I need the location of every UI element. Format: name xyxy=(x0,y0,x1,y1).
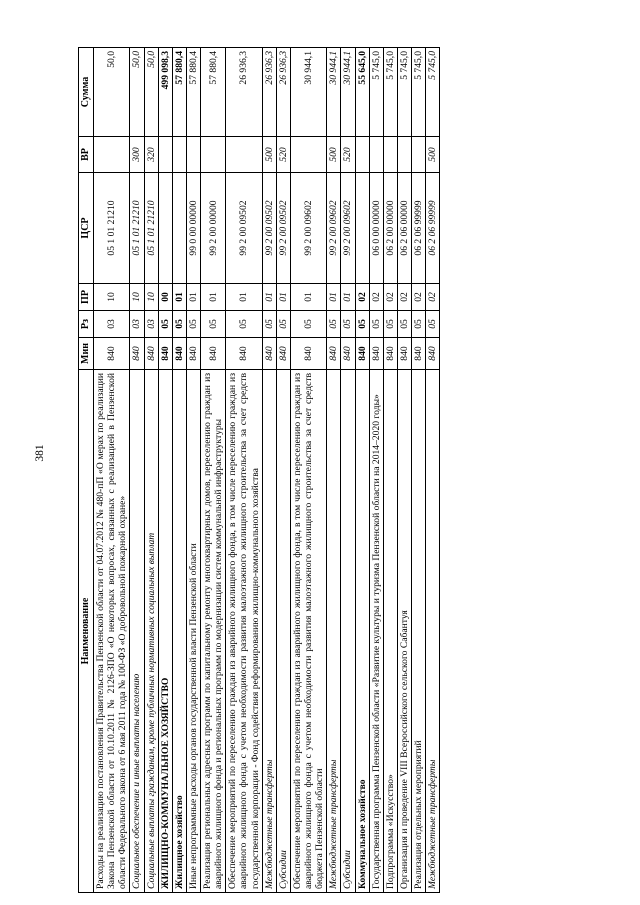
cell-pr: 02 xyxy=(369,284,383,311)
cell-min: 840 xyxy=(327,338,341,370)
cell-name: Социальные выплаты гражданам, кроме публичных нормативных социальных выплат xyxy=(144,370,158,893)
header-rz: Рз xyxy=(79,311,94,338)
cell-csr: 05 1 01 21210 xyxy=(130,173,144,284)
cell-rz: 05 xyxy=(290,311,326,338)
cell-name: Субсидии xyxy=(341,370,355,893)
cell-min: 840 xyxy=(130,338,144,370)
cell-pr: 10 xyxy=(94,284,130,311)
cell-name: ЖИЛИЩНО-КОММУНАЛЬНОЕ ХОЗЯЙСТВО xyxy=(158,370,172,893)
cell-name: Социальное обеспечение и иные выплаты населению xyxy=(130,370,144,893)
cell-name: Обеспечение мероприятий по переселению граждан из аварийного жилищного фонда, в том числе переселению граждан из аварийного жилищного фонда с учетом необходимости развития малоэтажного жилищного строительства за счет средств бюджета Пензенской области xyxy=(290,370,326,893)
cell-rz: 05 xyxy=(327,311,341,338)
cell-min: 840 xyxy=(369,338,383,370)
cell-min: 840 xyxy=(412,338,426,370)
cell-pr: 00 xyxy=(158,284,172,311)
cell-pr: 01 xyxy=(201,284,226,311)
cell-sum: 26 936,3 xyxy=(262,48,276,137)
table-row xyxy=(130,48,144,893)
cell-vr: 300 xyxy=(130,137,144,173)
cell-min: 840 xyxy=(158,338,172,370)
cell-sum: 30 944,1 xyxy=(341,48,355,137)
cell-name: Подпрограмма «Искусство» xyxy=(383,370,397,893)
cell-rz: 05 xyxy=(355,311,369,338)
cell-min: 840 xyxy=(94,338,130,370)
cell-min: 840 xyxy=(276,338,290,370)
cell-name: Реализация отдельных мероприятий xyxy=(412,370,426,893)
cell-vr: 500 xyxy=(262,137,276,173)
cell-csr: 06 2 06 00000 xyxy=(397,173,411,284)
table-row xyxy=(397,48,411,893)
cell-pr: 01 xyxy=(327,284,341,311)
cell-sum: 26 936,3 xyxy=(226,48,262,137)
cell-csr xyxy=(172,173,186,284)
cell-csr: 05 1 01 21210 xyxy=(144,173,158,284)
cell-name: Организация и проведение VIII Всероссийского сельского Сабантуя xyxy=(397,370,411,893)
cell-vr xyxy=(397,137,411,173)
cell-min: 840 xyxy=(341,338,355,370)
cell-rz: 05 xyxy=(369,311,383,338)
cell-vr: 320 xyxy=(144,137,158,173)
cell-vr xyxy=(412,137,426,173)
cell-sum: 26 936,3 xyxy=(276,48,290,137)
cell-name: Межбюджетные трансферты xyxy=(262,370,276,893)
header-vr: ВР xyxy=(79,137,94,173)
cell-csr: 06 2 00 00000 xyxy=(383,173,397,284)
cell-vr xyxy=(383,137,397,173)
cell-min: 840 xyxy=(426,338,440,370)
cell-vr: 520 xyxy=(341,137,355,173)
cell-pr: 01 xyxy=(226,284,262,311)
cell-vr: 500 xyxy=(327,137,341,173)
cell-pr: 02 xyxy=(412,284,426,311)
table-row xyxy=(412,48,426,893)
cell-pr: 01 xyxy=(290,284,326,311)
table-row xyxy=(327,48,341,893)
cell-csr: 99 2 00 09502 xyxy=(226,173,262,284)
cell-min: 840 xyxy=(397,338,411,370)
table-row xyxy=(426,48,440,893)
cell-csr: 06 0 00 00000 xyxy=(369,173,383,284)
cell-vr xyxy=(226,137,262,173)
cell-pr: 10 xyxy=(130,284,144,311)
cell-vr xyxy=(369,137,383,173)
cell-name: Коммунальное хозяйство xyxy=(355,370,369,893)
table-row xyxy=(226,48,262,893)
cell-rz: 03 xyxy=(94,311,130,338)
cell-sum: 50,0 xyxy=(94,48,130,137)
cell-vr xyxy=(94,137,130,173)
cell-pr: 01 xyxy=(276,284,290,311)
cell-sum: 5 745,0 xyxy=(426,48,440,137)
cell-csr xyxy=(158,173,172,284)
cell-sum: 50,0 xyxy=(144,48,158,137)
cell-sum: 30 944,1 xyxy=(290,48,326,137)
cell-pr: 10 xyxy=(144,284,158,311)
cell-sum: 57 880,4 xyxy=(201,48,226,137)
cell-name: Расходы на реализацию постановления Правительства Пензенской области от 04.07.2012 № 480-пП «О мерах по реализации Закона Пензенской области от 10.10.2011 № 2126-ЗПО «О некоторых вопросах, связанных с реализацией в Пензенской области Федерального закона от 6 мая 2011 года № 100-ФЗ «О добровольной пожарной охране» xyxy=(94,370,130,893)
header-name: Наименование xyxy=(79,370,94,893)
cell-rz: 05 xyxy=(426,311,440,338)
table-row xyxy=(158,48,172,893)
cell-name: Межбюджетные трансферты xyxy=(327,370,341,893)
cell-csr: 06 2 06 99999 xyxy=(412,173,426,284)
cell-vr: 520 xyxy=(276,137,290,173)
cell-rz: 03 xyxy=(130,311,144,338)
cell-pr: 02 xyxy=(355,284,369,311)
cell-sum: 30 944,1 xyxy=(327,48,341,137)
table-body xyxy=(94,48,440,893)
cell-csr: 06 2 06 99999 xyxy=(426,173,440,284)
cell-vr: 500 xyxy=(426,137,440,173)
cell-pr: 01 xyxy=(341,284,355,311)
cell-min: 840 xyxy=(172,338,186,370)
cell-sum: 5 745,0 xyxy=(412,48,426,137)
table-row xyxy=(94,48,130,893)
cell-min: 840 xyxy=(186,338,200,370)
cell-sum: 57 880,4 xyxy=(186,48,200,137)
cell-name: Реализация региональных адресных программ по капитальному ремонту многоквартирных домов, переселению граждан из аварийного жилищного фонда и региональных программ по модернизации систем коммунальной инфраструктуры xyxy=(201,370,226,893)
table-row xyxy=(276,48,290,893)
cell-csr: 99 2 00 09502 xyxy=(276,173,290,284)
cell-rz: 05 xyxy=(383,311,397,338)
cell-min: 840 xyxy=(262,338,276,370)
table-row xyxy=(262,48,276,893)
cell-min: 840 xyxy=(144,338,158,370)
cell-rz: 05 xyxy=(158,311,172,338)
cell-min: 840 xyxy=(355,338,369,370)
cell-name: Государственная программа Пензенской области «Развитие культуры и туризма Пензенской области на 2014–2020 годы» xyxy=(369,370,383,893)
table-row xyxy=(290,48,326,893)
cell-rz: 05 xyxy=(172,311,186,338)
cell-rz: 03 xyxy=(144,311,158,338)
table-row xyxy=(355,48,369,893)
cell-rz: 05 xyxy=(201,311,226,338)
cell-csr: 99 2 00 09602 xyxy=(341,173,355,284)
cell-min: 840 xyxy=(226,338,262,370)
cell-vr xyxy=(201,137,226,173)
cell-rz: 05 xyxy=(276,311,290,338)
cell-sum: 55 645,0 xyxy=(355,48,369,137)
table-row xyxy=(341,48,355,893)
header-sum: Сумма xyxy=(79,48,94,137)
cell-pr: 02 xyxy=(426,284,440,311)
cell-pr: 01 xyxy=(172,284,186,311)
cell-vr xyxy=(355,137,369,173)
cell-name: Жилищное хозяйство xyxy=(172,370,186,893)
cell-csr: 99 0 00 00000 xyxy=(186,173,200,284)
cell-rz: 05 xyxy=(186,311,200,338)
cell-rz: 05 xyxy=(226,311,262,338)
cell-min: 840 xyxy=(201,338,226,370)
cell-pr: 02 xyxy=(383,284,397,311)
header-pr: ПР xyxy=(79,284,94,311)
cell-vr xyxy=(186,137,200,173)
table-row xyxy=(172,48,186,893)
cell-pr: 01 xyxy=(262,284,276,311)
cell-name: Межбюджетные трансферты xyxy=(426,370,440,893)
table-row xyxy=(201,48,226,893)
cell-pr: 01 xyxy=(186,284,200,311)
table-row xyxy=(144,48,158,893)
cell-name: Иные непрограммные расходы органов государственной власти Пензенской области xyxy=(186,370,200,893)
cell-rz: 05 xyxy=(397,311,411,338)
cell-csr: 99 2 00 09502 xyxy=(262,173,276,284)
cell-vr xyxy=(172,137,186,173)
cell-sum: 5 745,0 xyxy=(397,48,411,137)
cell-vr xyxy=(290,137,326,173)
cell-csr: 99 2 00 00000 xyxy=(201,173,226,284)
table-row xyxy=(369,48,383,893)
header-csr: ЦСР xyxy=(79,173,94,284)
header-min: Мин xyxy=(79,338,94,370)
cell-sum: 5 745,0 xyxy=(383,48,397,137)
table-row xyxy=(186,48,200,893)
cell-csr xyxy=(355,173,369,284)
cell-rz: 05 xyxy=(412,311,426,338)
cell-sum: 50,0 xyxy=(130,48,144,137)
cell-vr xyxy=(158,137,172,173)
cell-pr: 02 xyxy=(397,284,411,311)
table-row xyxy=(383,48,397,893)
table-header-row xyxy=(79,48,94,893)
cell-sum: 57 880,4 xyxy=(172,48,186,137)
cell-name: Субсидии xyxy=(276,370,290,893)
cell-csr: 99 2 00 09602 xyxy=(290,173,326,284)
page-number: 381 xyxy=(34,444,46,462)
cell-csr: 05 1 01 21210 xyxy=(94,173,130,284)
cell-sum: 5 745,0 xyxy=(369,48,383,137)
cell-sum: 499 098,3 xyxy=(158,48,172,137)
cell-csr: 99 2 00 09602 xyxy=(327,173,341,284)
budget-table xyxy=(78,47,440,893)
cell-min: 840 xyxy=(290,338,326,370)
cell-name: Обеспечение мероприятий по переселению граждан из аварийного жилищного фонда, в том числе переселению граждан из аварийного жилищного фонда с учетом необходимости развития малоэтажного жилищного строительства за счет средств государственной корпорации - Фонд содействия реформированию жилищно-коммунального хозяйства xyxy=(226,370,262,893)
cell-rz: 05 xyxy=(262,311,276,338)
cell-min: 840 xyxy=(383,338,397,370)
cell-rz: 05 xyxy=(341,311,355,338)
rotated-table-wrapper xyxy=(78,48,638,893)
